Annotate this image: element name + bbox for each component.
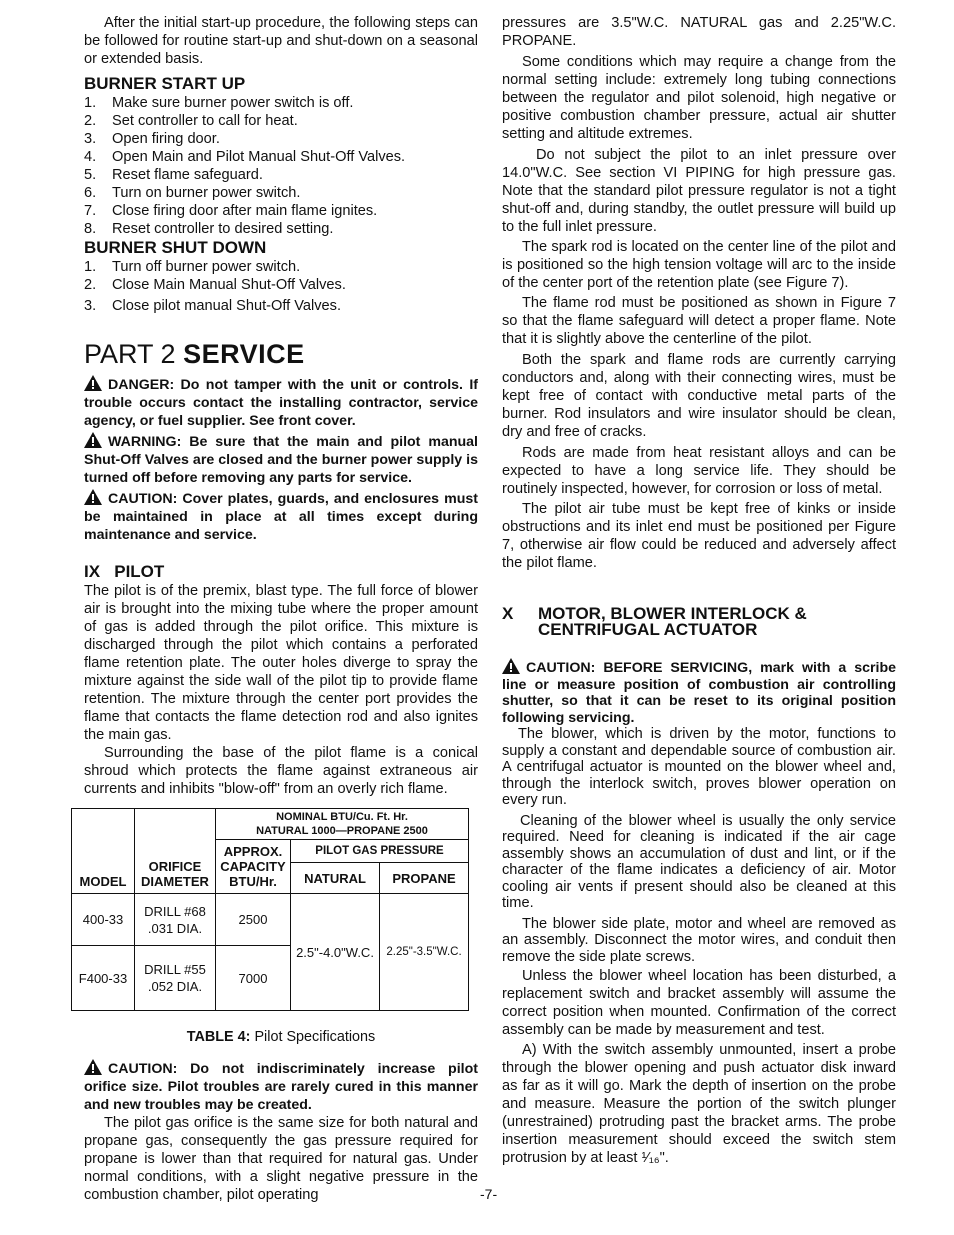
list-item: 2. Set controller to call for heat. <box>84 113 298 129</box>
burner-start-up-list <box>84 94 478 238</box>
warning-triangle-icon <box>84 489 102 505</box>
table-header-natural: NATURAL <box>291 863 380 894</box>
table-row: F400-33 DRILL #55 .052 DIA. 7000 <box>72 946 469 1011</box>
part-heading <box>84 339 478 369</box>
list-item: 7. Close firing door after main flame ignites. <box>84 203 378 219</box>
right-paragraph-6: Both the spark and flame rods are currently carrying conductors and, along with their connecting wires, must be kept free of contact with conductive metal parts of the burner. Rod insulators and wire insulator should be clean, dry and free of cracks. <box>502 352 896 440</box>
burner-start-up-heading: BURNER START UP <box>84 74 246 93</box>
pilot-spec-table <box>71 808 469 1011</box>
right-paragraph-3: Do not subject the pilot to an inlet pressure over 14.0"W.C. See section VI PIPING for high pressure gas. Note that the standard pilot pressure regulator is not a tight shut-off and, during standby, the outlet pressure will build up to the full inlet pressure. <box>502 147 896 235</box>
natural-pressure-cell: 2.5"-4.0"W.C. <box>291 894 380 1011</box>
list-item: 4. Open Main and Pilot Manual Shut-Off Valves. <box>84 149 406 165</box>
burner-shut-down-heading: BURNER SHUT DOWN <box>84 238 267 257</box>
right-paragraph-12: Unless the blower wheel location has been disturbed, a replacement switch and bracket assembly will assume the correct position when mounted. Confirmation of the correct assembly can be made by measurement and test. <box>502 968 896 1038</box>
danger-notice: DANGER: Do not tamper with the unit or controls. If trouble occurs contact the installing contractor, service agency, or fuel supplier. See front cover. <box>84 377 478 429</box>
page-number: -7- <box>480 1186 498 1202</box>
list-item: 6. Turn on burner power switch. <box>84 185 301 201</box>
part-title: SERVICE <box>183 339 305 369</box>
blower-caution-notice: CAUTION: BEFORE SERVICING, mark with a scribe line or measure position of combustion air controlling shutter, so that it can be reset to its original position following servicing. <box>502 660 896 726</box>
right-paragraph-8: The pilot air tube must be kept free of kinks or inside obstructions and its inlet end must be positioned per Figure 7, otherwise air flow could be reduced and adversely affect the pilot flame. <box>502 501 896 571</box>
propane-pressure-cell: 2.25"-3.5"W.C. <box>380 894 469 1011</box>
table-header-orifice: ORIFICE DIAMETER <box>135 809 216 894</box>
right-column <box>502 14 896 1167</box>
list-item: 2. Close Main Manual Shut-Off Valves. <box>84 277 346 293</box>
list-item: 5. Reset flame safeguard. <box>84 167 263 183</box>
list-item: 1. Make sure burner power switch is off. <box>84 95 354 111</box>
list-item: 3. Close pilot manual Shut-Off Valves. <box>84 298 342 314</box>
warning-triangle-icon <box>84 1059 102 1075</box>
table-header-nominal: NOMINAL BTU/Cu. Ft. Hr. NATURAL 1000—PROPANE 2500 <box>216 809 469 840</box>
right-paragraph-4: The spark rod is located on the center line of the pilot and is positioned so the high tension voltage will arc to the inside of the center port of the retention plate (see Figure 7). <box>502 239 896 291</box>
right-paragraph-5: The flame rod must be positioned as shown in Figure 7 so that the flame safeguard will detect a proper flame. Note that it is slightly above the centerline of the pilot. <box>502 295 896 347</box>
pilot-paragraph-1: The pilot is of the premix, blast type. The full force of blower air is brought into the mixing tube where the proper amount of gas is added through the pilot orifice. This mixture is discharged through the pilot which contains a perforated flame retention plate. The outer holes diverge to spray the mixture against the side wall of the pilot tip to provide flame retention. The mixture through the center port provides the flame that contacts the flame detection rod and also ignites the main gas. <box>84 583 478 743</box>
table-header-capacity: APPROX. CAPACITY BTU/Hr. <box>216 840 291 894</box>
warning-notice: WARNING: Be sure that the main and pilot manual Shut-Off Valves are closed and the burner power supply is turned off before removing any parts for service. <box>84 434 478 486</box>
pilot-paragraph-2: Surrounding the base of the pilot flame is a conical shroud which protects the flame against extraneous air currents and inhibits "blow-off" from an overly rich flame. <box>84 745 478 797</box>
part-prefix: PART 2 <box>84 339 176 369</box>
caution-notice: CAUTION: Cover plates, guards, and enclosures must be maintained in place at all times except during maintenance and service. <box>84 491 478 543</box>
right-paragraph-9: The blower, which is driven by the motor, functions to supply a constant and dependable source of combustion air. A centrifugal actuator is mounted on the blower wheel and, through the interlock switch, proves blower operation on every run. <box>502 726 896 808</box>
right-paragraph-1: pressures are 3.5"W.C. NATURAL gas and 2.25"W.C. PROPANE. <box>502 15 896 49</box>
table-caption: TABLE 4: Pilot Specifications <box>186 1029 376 1045</box>
burner-shut-down-list <box>84 258 478 315</box>
list-item: 1. Turn off burner power switch. <box>84 259 301 275</box>
list-item: 8. Reset controller to desired setting. <box>84 221 334 237</box>
intro-paragraph: After the initial start-up procedure, the following steps can be followed for routine start-up and shut-down on a seasonal or extended basis. <box>84 15 478 67</box>
warning-triangle-icon <box>84 375 102 391</box>
motor-blower-heading: X MOTOR, BLOWER INTERLOCK & CENTRIFUGAL ACTUATOR <box>502 604 807 639</box>
right-paragraph-13: A) With the switch assembly unmounted, insert a probe through the blower opening and push actuator disk inward as far as it will go. Mark the depth of insertion on the probe and measure. Measure the portion of the switch plunger (unrestrained) protruding past the bracket arms. The probe insertion measurement should exceed the switch stem protrusion by at least ¹⁄₁₆". <box>502 1042 896 1166</box>
list-item: 3. Open firing door. <box>84 131 220 147</box>
right-paragraph-10: Cleaning of the blower wheel is usually the only service required. Need for cleaning is indicated if the air cage assembly shows an accumulation of dust and lint, or if the character of the flame indicates a deficiency of air. Motor cooling air vents if present should also be cleaned at this time. <box>502 812 896 911</box>
table-header-propane: PROPANE <box>380 863 469 894</box>
table-header-pressure: PILOT GAS PRESSURE <box>291 840 469 863</box>
warning-triangle-icon <box>84 432 102 448</box>
left-column <box>78 14 478 1204</box>
pilot-heading: IX PILOT <box>84 562 165 581</box>
right-paragraph-7: Rods are made from heat resistant alloys and can be expected to have a long service life. They should be routinely inspected, however, for corrosion or loss of metal. <box>502 445 896 497</box>
right-paragraph-2: Some conditions which may require a change from the normal setting include: extremely long tubing connections between the regulator and pilot solenoid, high negative or positive combustion chamber pressure, actual air shutter setting and altitude extremes. <box>502 54 896 142</box>
table-header-model: MODEL <box>72 809 135 894</box>
orifice-caution-notice: CAUTION: Do not indiscriminately increase pilot orifice size. Pilot troubles are rarely cured in this manner and new troubles may be created. <box>84 1061 478 1113</box>
right-paragraph-11: The blower side plate, motor and wheel are removed as an assembly. Disconnect the motor wires, and conduit then remove the side plate screws. <box>502 915 896 965</box>
table-row: 400-33 DRILL #68 .031 DIA. 2500 2.5"-4.0"W.C. 2.25"-3.5"W.C. <box>72 894 469 946</box>
pilot-paragraph-3: The pilot gas orifice is the same size for both natural and propane gas, consequently the gas pressure required for propane is lower than that required for natural gas. Under normal conditions, with a slight negative pressure in the combustion chamber, pilot operating <box>84 1115 478 1203</box>
warning-triangle-icon <box>502 658 520 674</box>
